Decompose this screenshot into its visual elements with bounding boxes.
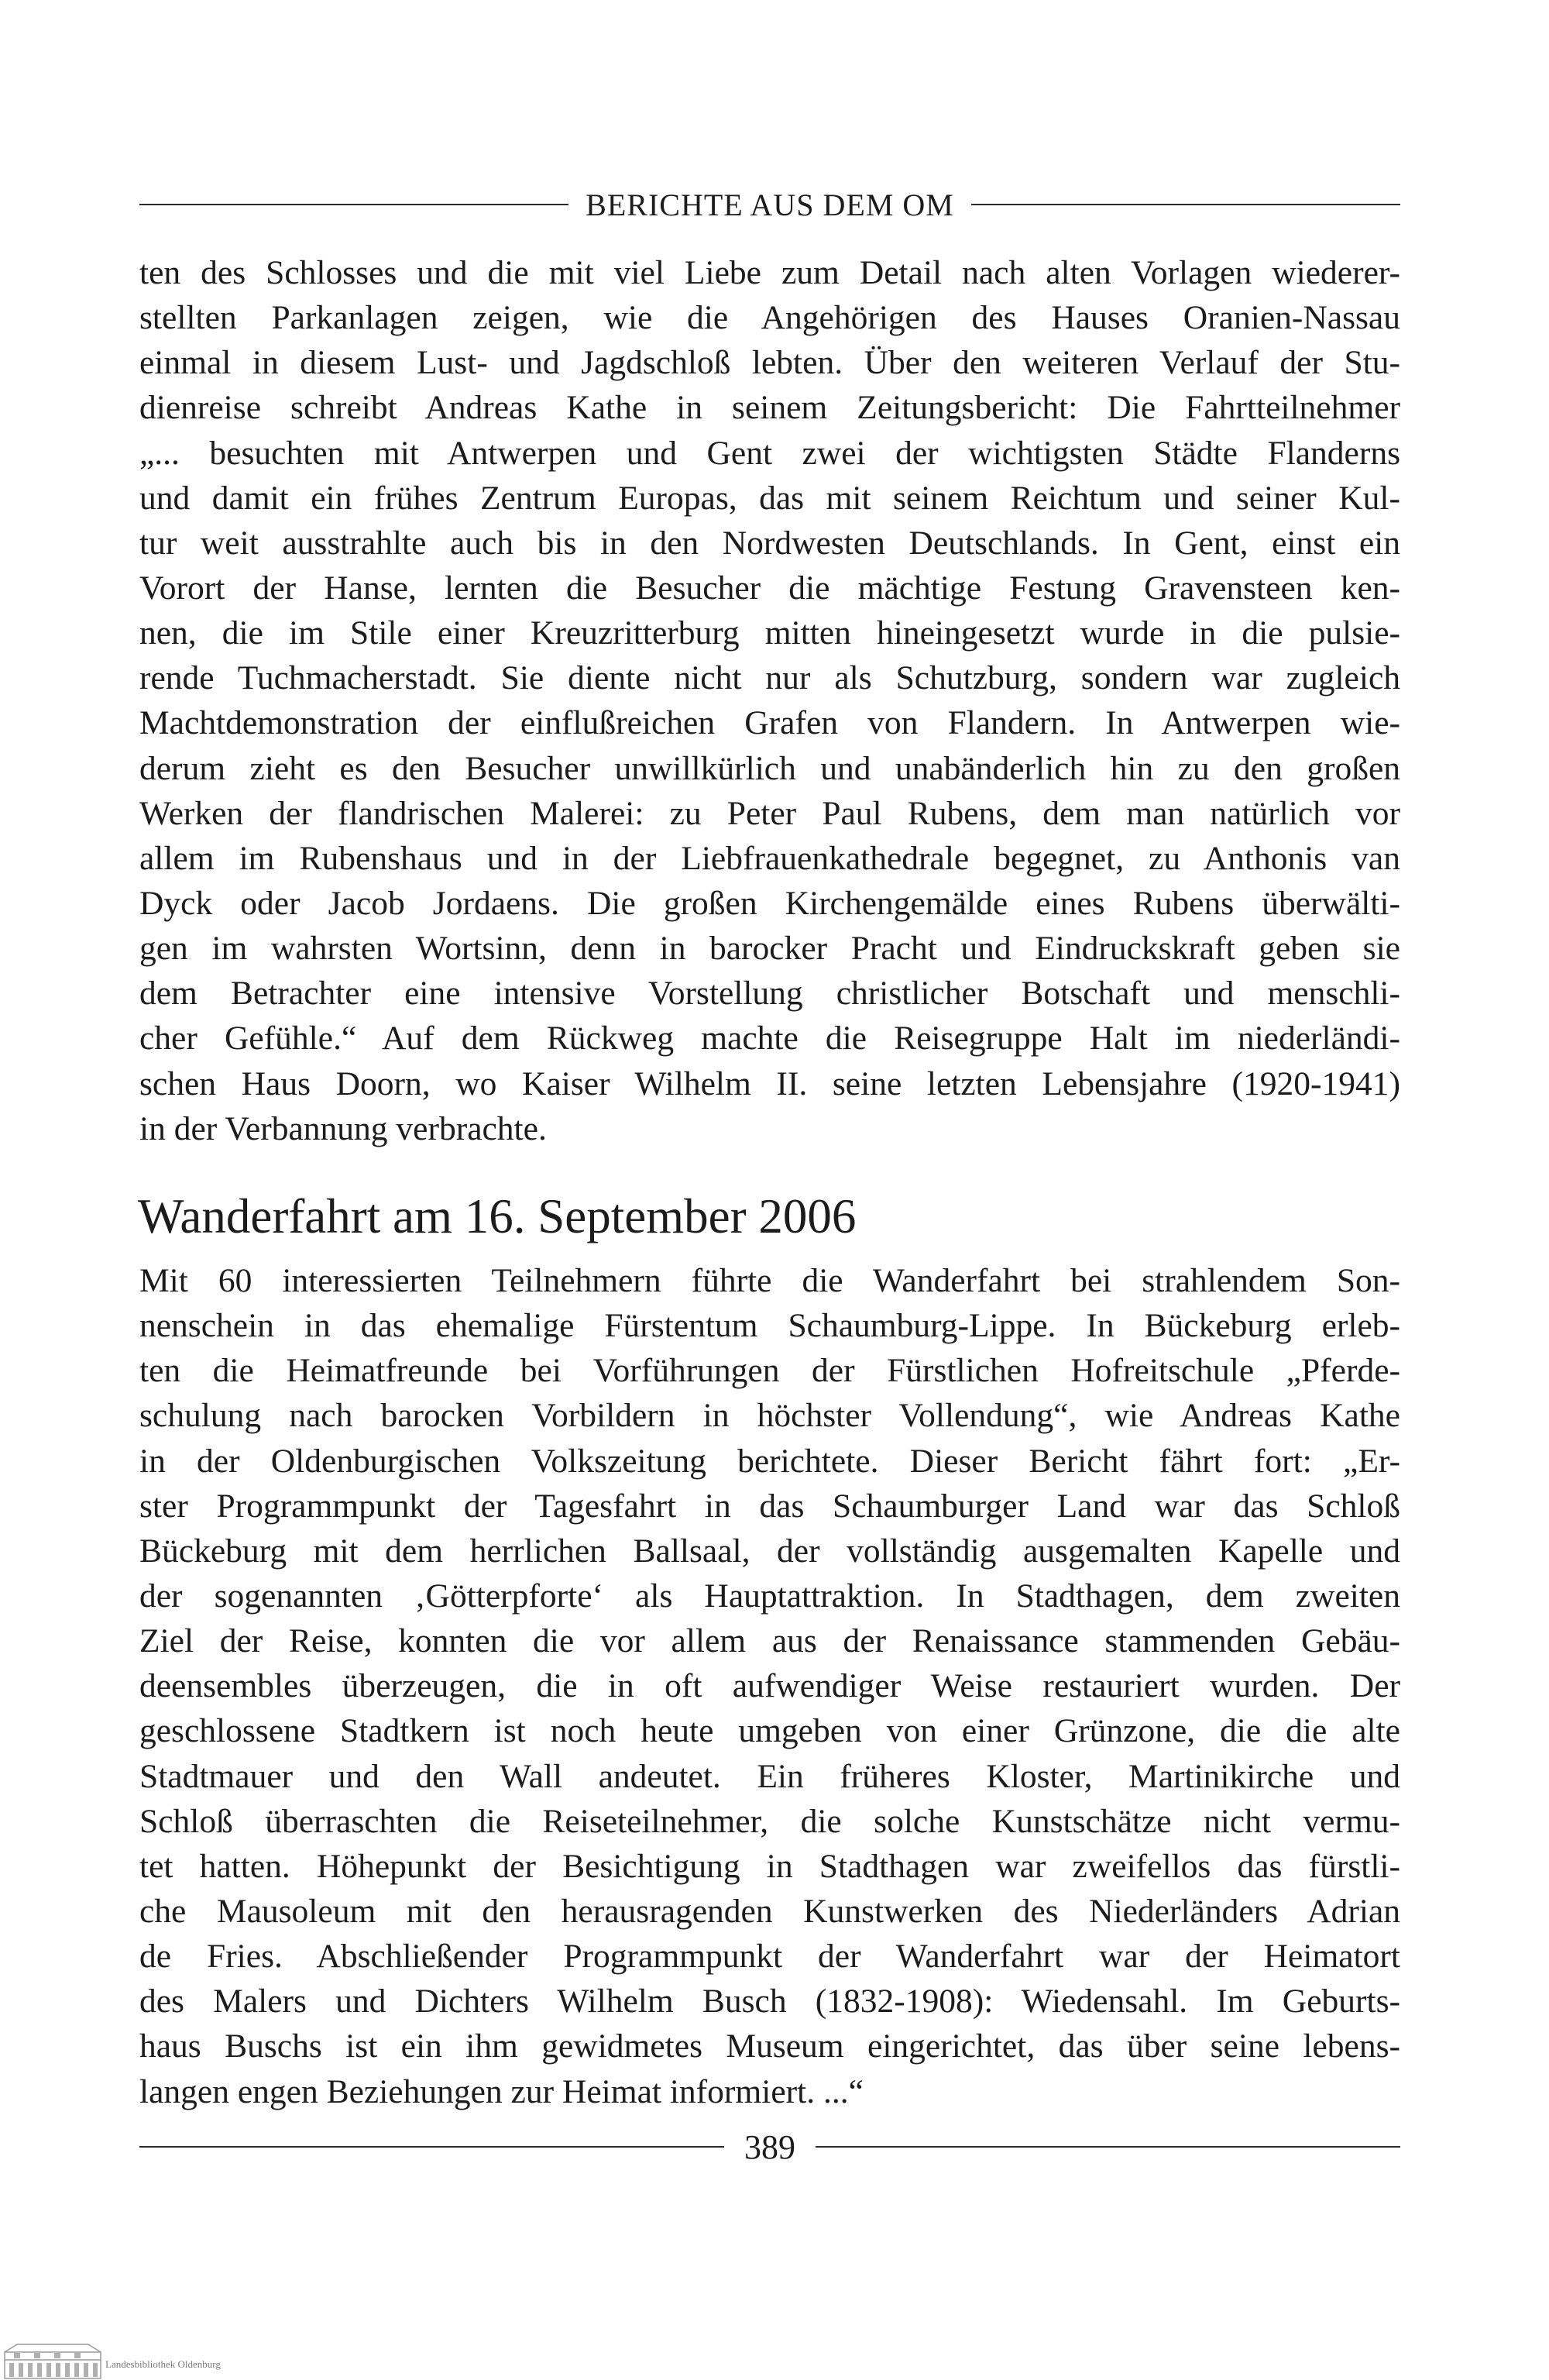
text-line: gen im wahrsten Wortsinn, denn in barocker Pracht und Eindruckskraft geben sie: [139, 930, 1400, 968]
text-line: de Fries. Abschließender Programmpunkt der Wanderfahrt war der Heimatort: [139, 1938, 1400, 1976]
text-line: „... besuchten mit Antwerpen und Gent zwei der wichtigsten Städte Flanderns: [139, 434, 1400, 472]
running-head: [139, 183, 1400, 226]
text-line: nenschein in das ehemalige Fürstentum Schaumburg-Lippe. In Bückeburg erleb-: [139, 1307, 1400, 1345]
text-line: dem Betrachter eine intensive Vorstellung christlicher Botschaft und menschli-: [139, 975, 1400, 1013]
text-line: stellten Parkanlagen zeigen, wie die Angehörigen des Hauses Oranien-Nassau: [139, 299, 1400, 337]
text-line: langen engen Beziehungen zur Heimat informiert. ...“: [139, 2072, 864, 2110]
library-name: Landesbibliothek Oldenburg: [105, 2358, 221, 2370]
text-line: und damit ein frühes Zentrum Europas, das mit seinem Reichtum und seiner Kul-: [139, 479, 1400, 517]
text-line: tet hatten. Höhepunkt der Besichtigung in Stadthagen war zweifellos das fürstli-: [139, 1847, 1400, 1885]
footer-rule-left: [139, 2146, 724, 2148]
text-line: Schloß überraschten die Reiseteilnehmer, die solche Kunstschätze nicht vermu-: [139, 1802, 1400, 1840]
running-head-rule-right: [971, 204, 1400, 205]
library-watermark-strip: [0, 2341, 1549, 2380]
text-line: dienreise schreibt Andreas Kathe in seinem Zeitungsbericht: Die Fahrtteilnehmer: [139, 389, 1400, 427]
text-line: Mit 60 interessierten Teilnehmern führte die Wanderfahrt bei strahlendem Son-: [139, 1262, 1400, 1299]
text-line: ten die Heimatfreunde bei Vorführungen der Fürstlichen Hofreitschule „Pferde-: [139, 1352, 1400, 1390]
text-line: Werken der flandrischen Malerei: zu Peter Paul Rubens, dem man natürlich vor: [139, 794, 1400, 832]
text-line: Vorort der Hanse, lernten die Besucher die mächtige Festung Gravensteen ken-: [139, 569, 1400, 607]
paragraph-2: [139, 1258, 1400, 2114]
section-heading: Wanderfahrt am 16. September 2006: [138, 1189, 857, 1243]
text-line: in der Verbannung verbrachte.: [139, 1109, 547, 1147]
text-line: deensembles überzeugen, die in oft aufwendiger Weise restauriert wurden. Der: [139, 1667, 1400, 1705]
text-line: haus Buschs ist ein ihm gewidmetes Museum eingerichtet, das über seine lebens-: [139, 2027, 1400, 2065]
running-head-rule-left: [139, 204, 568, 205]
text-line: derum zieht es den Besucher unwillkürlich und unabänderlich hin zu den großen: [139, 749, 1400, 787]
text-line: Machtdemonstration der einflußreichen Grafen von Flandern. In Antwerpen wie-: [139, 704, 1400, 742]
text-line: Dyck oder Jacob Jordaens. Die großen Kirchengemälde eines Rubens überwälti-: [139, 884, 1400, 922]
page-footer: [139, 2125, 1400, 2168]
text-line: allem im Rubenshaus und in der Liebfrauenkathedrale begegnet, zu Anthonis van: [139, 839, 1400, 877]
text-line: ster Programmpunkt der Tagesfahrt in das Schaumburger Land war das Schloß: [139, 1487, 1400, 1525]
text-line: schulung nach barocken Vorbildern in höchster Vollendung“, wie Andreas Kathe: [139, 1397, 1400, 1435]
text-line: cher Gefühle.“ Auf dem Rückweg machte die Reisegruppe Halt im niederländi-: [139, 1020, 1400, 1058]
text-line: rende Tuchmacherstadt. Sie diente nicht nur als Schutzburg, sondern war zugleich: [139, 659, 1400, 697]
text-line: einmal in diesem Lust- und Jagdschloß lebten. Über den weiteren Verlauf der Stu-: [139, 344, 1400, 382]
text-line: geschlossene Stadtkern ist noch heute umgeben von einer Grünzone, die die alte: [139, 1712, 1400, 1750]
paragraph-1: [139, 250, 1400, 1151]
page-number: 389: [744, 2127, 795, 2166]
library-building-icon: [3, 2341, 102, 2380]
text-line: Ziel der Reise, konnten die vor allem aus der Renaissance stammenden Gebäu-: [139, 1622, 1400, 1660]
text-line: tur weit ausstrahlte auch bis in den Nordwesten Deutschlands. In Gent, einst ein: [139, 524, 1400, 562]
text-line: schen Haus Doorn, wo Kaiser Wilhelm II. seine letzten Lebensjahre (1920-1941): [139, 1064, 1400, 1102]
text-line: nen, die im Stile einer Kreuzritterburg mitten hineingesetzt wurde in die pulsie-: [139, 614, 1400, 652]
text-line: Stadtmauer und den Wall andeutet. Ein früheres Kloster, Martinikirche und: [139, 1757, 1400, 1795]
text-line: che Mausoleum mit den herausragenden Kunstwerken des Niederländers Adrian: [139, 1892, 1400, 1930]
text-line: Bückeburg mit dem herrlichen Ballsaal, der vollständig ausgemalten Kapelle und: [139, 1532, 1400, 1570]
text-line: ten des Schlosses und die mit viel Liebe zum Detail nach alten Vorlagen wiederer-: [139, 254, 1400, 291]
text-line: des Malers und Dichters Wilhelm Busch (1832-1908): Wiedensahl. Im Geburts-: [139, 1983, 1400, 2021]
footer-rule-right: [816, 2146, 1400, 2148]
text-line: in der Oldenburgischen Volkszeitung berichtete. Dieser Bericht fährt fort: „Er-: [139, 1442, 1400, 1480]
running-head-title: BERICHTE AUS DEM OM: [586, 187, 954, 222]
text-line: der sogenannten ‚Götterpforte‘ als Hauptattraktion. In Stadthagen, dem zweiten: [139, 1577, 1400, 1615]
